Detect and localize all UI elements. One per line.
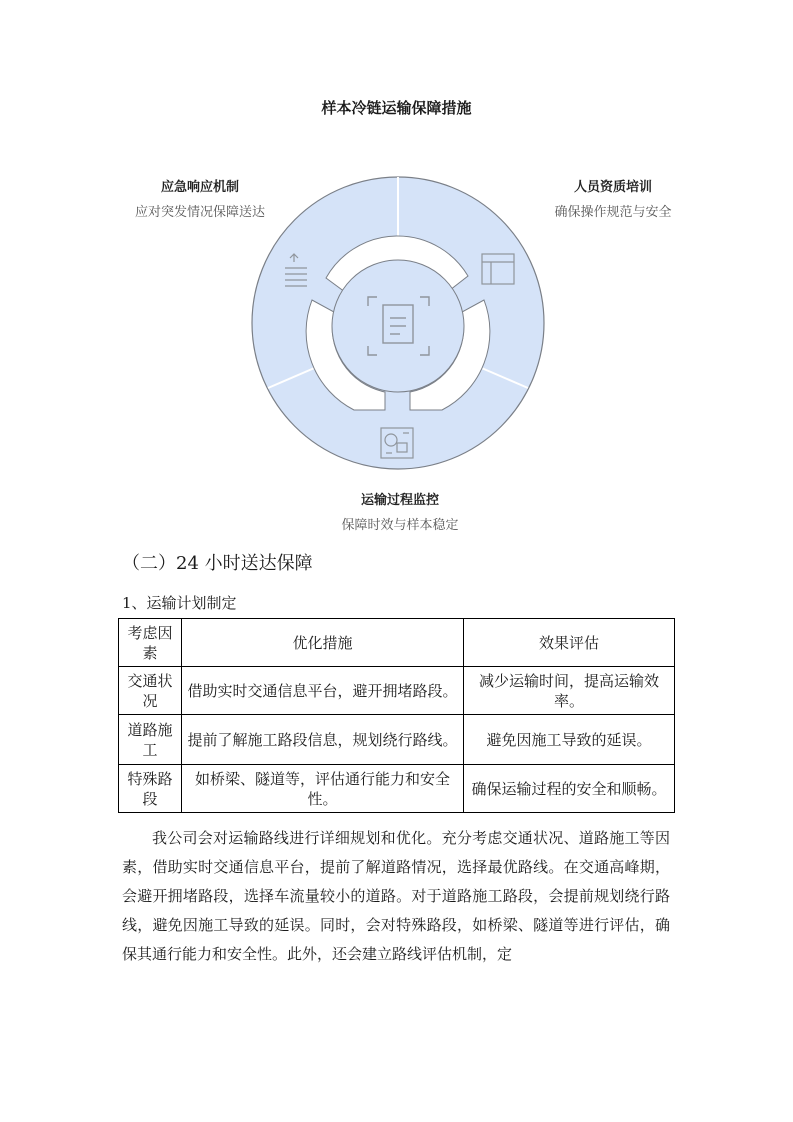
table-row <box>119 667 675 715</box>
segment-title: 人员资质培训 <box>573 180 652 195</box>
ring-diagram <box>0 0 793 540</box>
segment-label-monitoring <box>300 489 500 533</box>
table-cell: 减少运输时间，提高运输效率。 <box>464 667 675 715</box>
sub-heading: 1、运输计划制定 <box>122 594 237 612</box>
body-paragraph: 我公司会对运输路线进行详细规划和优化。充分考虑交通状况、道路施工等因素，借助实时交通信息平台，提前了解道路情况，选择最优路线。在交通高峰期，会避开拥堵路段，选择车流量较小的道路。对于道路施工路段，会提前规划绕行路线，避免因施工导致的延误。同时，会对特殊路段，如桥梁、隧道等进行评估，确保其通行能力和安全性。此外，还会建立路线评估机制，定 <box>122 829 670 963</box>
segment-title: 应急响应机制 <box>160 180 239 195</box>
segment-subtitle: 保障时效与样本稳定 <box>341 518 459 533</box>
table-cell: 道路施工 <box>119 715 182 765</box>
table-cell: 避免因施工导致的延误。 <box>464 715 675 765</box>
table-row <box>119 715 675 765</box>
table-cell: 借助实时交通信息平台，避开拥堵路段。 <box>182 667 464 715</box>
table-header-cell: 优化措施 <box>182 619 464 667</box>
segment-label-training <box>528 176 698 220</box>
segment-subtitle: 确保操作规范与安全 <box>554 205 672 220</box>
segment-subtitle: 应对突发情况保障送达 <box>134 205 265 220</box>
table-header-row <box>119 619 675 667</box>
diagram-title: 样本冷链运输保障措施 <box>321 99 472 117</box>
table-cell: 如桥梁、隧道等，评估通行能力和安全性。 <box>182 765 464 813</box>
table-cell: 交通状况 <box>119 667 182 715</box>
table-cell: 特殊路段 <box>119 765 182 813</box>
table-header-cell: 考虑因素 <box>119 619 182 667</box>
table-cell: 提前了解施工路段信息，规划绕行路线。 <box>182 715 464 765</box>
section-heading: （二）24 小时送达保障 <box>122 553 313 574</box>
table-row <box>119 765 675 813</box>
segment-label-emergency <box>115 176 285 220</box>
segment-title: 运输过程监控 <box>360 493 439 508</box>
cold-chain-diagram <box>0 0 793 540</box>
table-header-cell: 效果评估 <box>464 619 675 667</box>
route-plan-table <box>118 618 675 813</box>
table-cell: 确保运输过程的安全和顺畅。 <box>464 765 675 813</box>
